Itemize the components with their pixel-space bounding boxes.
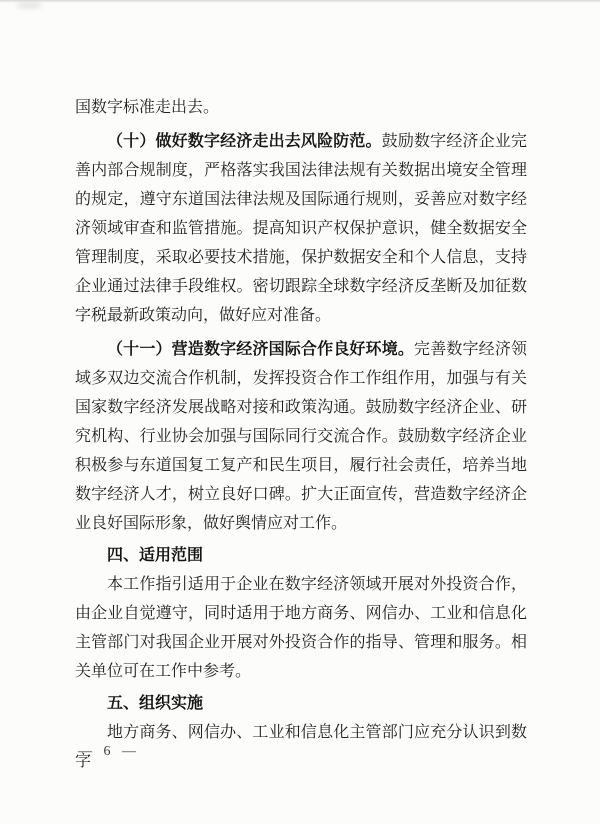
section-11-text: 完善数字经济领域多双边交流合作机制，发挥投资合作工作组作用，加强与有关国家数字经济发展战略对接和政策沟通。鼓励数字经济企业、研究机构、行业协会加强与国际同行交流合作。鼓励数字经济企业积极参与东道国复工复产和民生项目，履行社会责任，培养当地数字经济人才，树立良好口碑。扩大正面宣传，营造数字经济企业良好国际形象，做好舆情应对工作。 bbox=[75, 341, 527, 532]
heading-section-4: 四、适用范围 bbox=[107, 547, 204, 564]
section-10-lead: （十）做好数字经济走出去风险防范。 bbox=[107, 133, 382, 150]
heading-section-5: 五、组织实施 bbox=[107, 695, 204, 712]
scan-artifact-top-edge bbox=[0, 0, 600, 3]
page-number: — 6 — bbox=[78, 744, 140, 759]
scan-artifact-smudge bbox=[16, 2, 42, 9]
paragraph-scope: 本工作指引适用于企业在数字经济领域开展对外投资合作，由企业自觉遵守，同时适用于地方商务、网信办、工业和信息化主管部门对我国企业开展对外投资合作的指导、管理和服务。相关单位可在工作中参考。 bbox=[75, 576, 527, 680]
paragraph-continuation: 国数字标准走出去。 bbox=[75, 99, 220, 116]
section-11-lead: （十一）营造数字经济国际合作良好环境。 bbox=[107, 341, 415, 358]
section-10-text: 鼓励数字经济企业完善内部合规制度，严格落实我国法律法规有关数据出境安全管理的规定，遵守东道国法律法规及国际通行规则，妥善应对数字经济领域审查和监管措施。提高知识产权保护意识，健全数据安全管理制度，采取必要技术措施，保护数据安全和个人信息，支持企业通过法律手段维权。密切跟踪全球数字经济反垄断及加征数字税最新政策动向，做好应对准备。 bbox=[75, 133, 527, 324]
paragraph-section-10 bbox=[75, 127, 527, 330]
paragraph-implementation: 地方商务、网信办、工业和信息化主管部门应充分认识到数字 bbox=[75, 724, 527, 770]
text-column bbox=[75, 93, 527, 776]
paragraph-section-11 bbox=[75, 335, 527, 538]
